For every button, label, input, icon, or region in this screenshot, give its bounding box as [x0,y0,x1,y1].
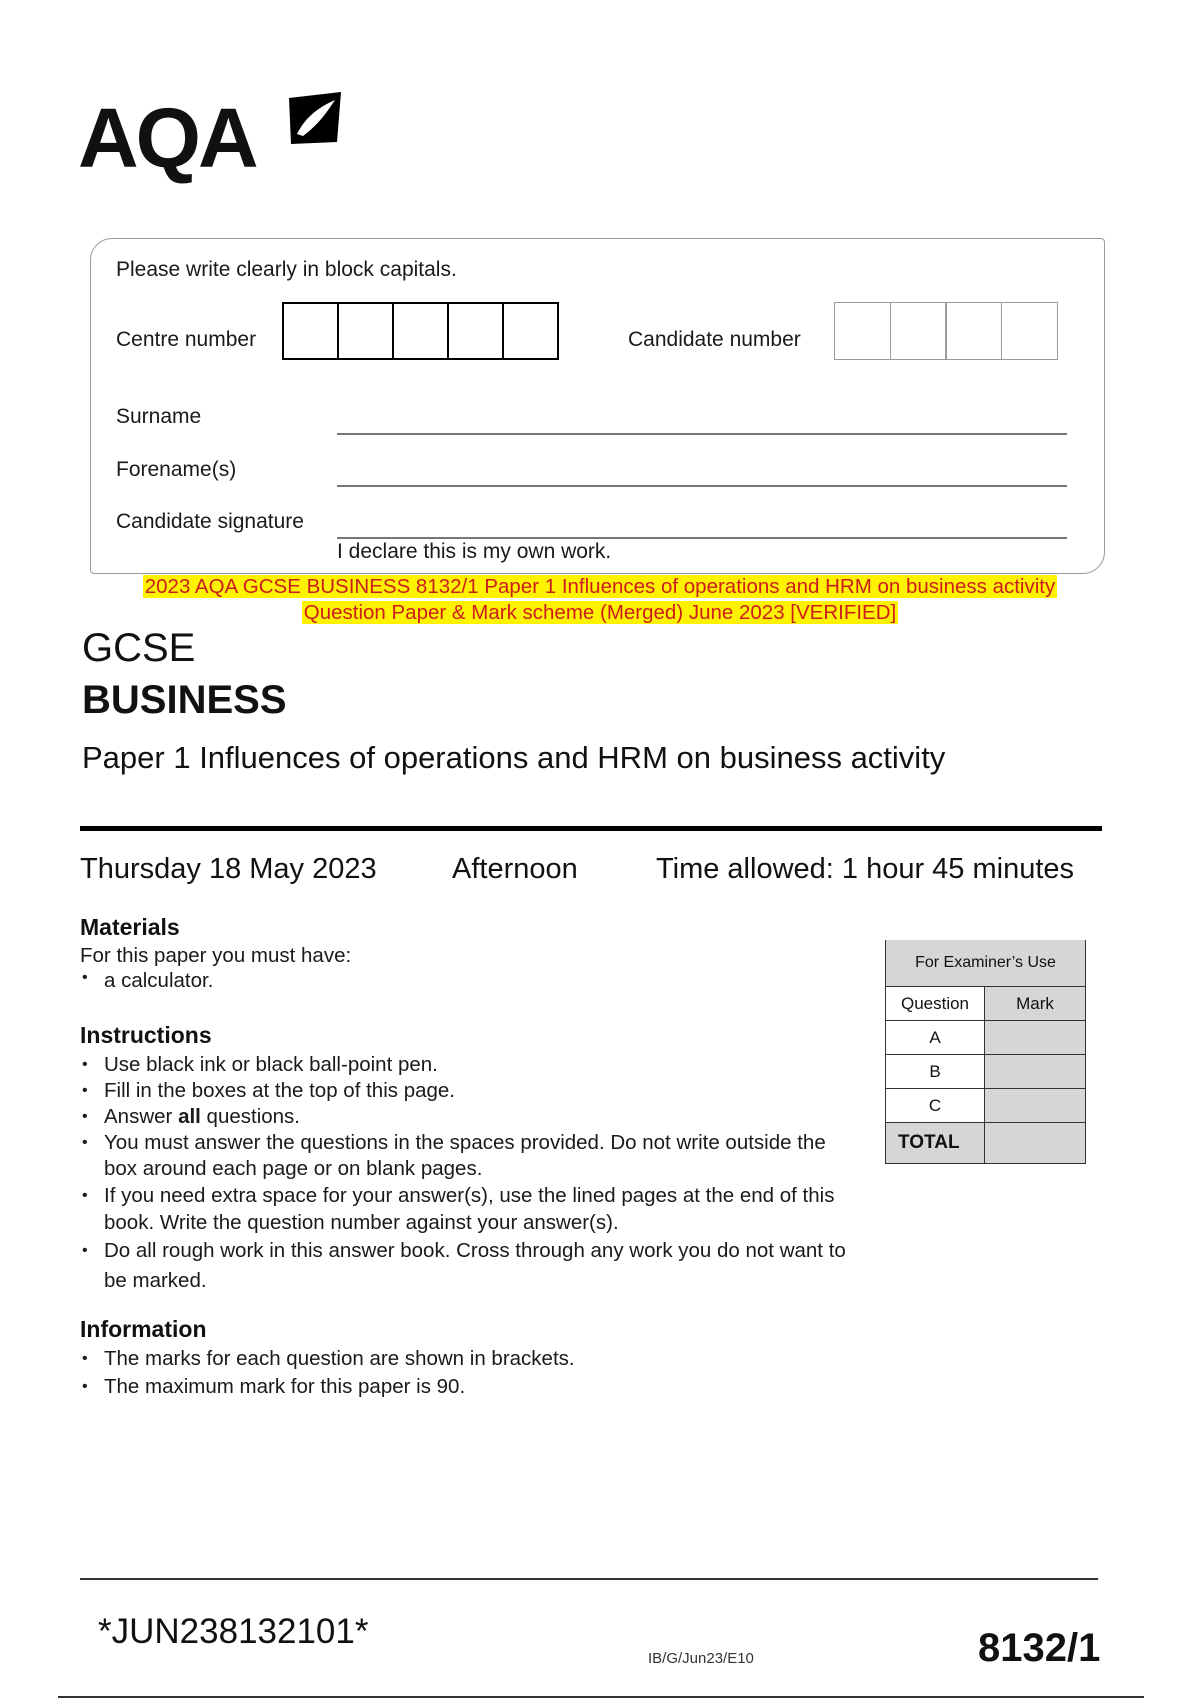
leaf-icon [283,88,345,150]
page-bottom-rule [58,1696,1144,1698]
barcode-text: *JUN238132101* [98,1612,369,1651]
information-list [80,1345,860,1401]
list-item: • The maximum mark for this paper is 90. [80,1373,860,1401]
signature-field[interactable] [337,537,1067,539]
exam-session: Afternoon [452,853,578,885]
candidate-number-box[interactable] [834,302,891,360]
table-row [886,1055,1086,1089]
subject-title: BUSINESS [82,678,287,722]
banner-line-2: Question Paper & Mark scheme (Merged) June 2023 [VERIFIED] [303,601,897,624]
materials-heading: Materials [80,914,180,940]
list-item: • You must answer the questions in the spaces provided. Do not write outside the box around each page or on blank pages. [80,1130,860,1182]
aqa-logo [78,88,348,188]
list-item: • Use black ink or black ball-point pen. [80,1052,860,1078]
banner-line-1: 2023 AQA GCSE BUSINESS 8132/1 Paper 1 Influences of operations and HRM on business activity [144,575,1056,598]
exam-date: Thursday 18 May 2023 [80,853,377,885]
examiner-use-table [885,940,1086,1164]
candidate-number-box[interactable] [890,302,947,360]
list-item: • Do all rough work in this answer book. Cross through any work you do not want to be marked. [80,1236,860,1296]
question-cell: B [886,1055,985,1089]
block-capitals-instruction: Please write clearly in block capitals. [116,258,457,281]
forenames-field[interactable] [337,485,1067,487]
materials-list [80,969,860,993]
centre-number-box[interactable] [502,302,559,360]
mark-cell [985,1089,1086,1123]
reference-code: IB/G/Jun23/E10 [648,1650,754,1667]
time-allowed: Time allowed: 1 hour 45 minutes [656,853,1075,885]
instructions-list [80,1052,860,1296]
footer-divider [80,1578,1098,1580]
title-divider [80,826,1102,831]
list-item: • Answer all questions. [80,1104,860,1130]
centre-number-field[interactable] [282,302,557,360]
qualification-title: GCSE [82,626,196,670]
mark-column-header: Mark [985,987,1086,1021]
candidate-number-label: Candidate number [628,328,801,351]
centre-number-box[interactable] [392,302,449,360]
list-item: • If you need extra space for your answer(s), use the lined pages at the end of this book. Write the question number against your answer(s). [80,1182,860,1236]
candidate-number-box[interactable] [945,302,1002,360]
list-item: • a calculator. [80,969,860,993]
paper-code: 8132/1 [978,1626,1101,1670]
list-item: • Fill in the boxes at the top of this page. [80,1078,860,1104]
surname-label: Surname [116,405,202,428]
candidate-number-field[interactable] [834,302,1056,360]
instructions-heading: Instructions [80,1022,212,1048]
materials-intro: For this paper you must have: [80,944,352,967]
forenames-label: Forename(s) [116,458,237,481]
total-mark-cell [985,1123,1086,1164]
centre-number-box[interactable] [282,302,339,360]
centre-number-label: Centre number [116,328,257,351]
centre-number-box[interactable] [447,302,504,360]
centre-number-box[interactable] [337,302,394,360]
table-row [886,1021,1086,1055]
total-label: TOTAL [886,1123,985,1164]
question-cell: A [886,1021,985,1055]
question-column-header: Question [886,987,985,1021]
table-row [886,1089,1086,1123]
question-cell: C [886,1089,985,1123]
information-heading: Information [80,1316,207,1342]
declaration-text: I declare this is my own work. [337,540,612,563]
table-row [886,1123,1086,1164]
examiner-table-title: For Examiner’s Use [886,940,1086,987]
surname-field[interactable] [337,433,1067,435]
candidate-number-box[interactable] [1001,302,1058,360]
mark-cell [985,1055,1086,1089]
paper-title: Paper 1 Influences of operations and HRM on business activity [82,740,946,775]
mark-cell [985,1021,1086,1055]
signature-label: Candidate signature [116,510,304,533]
logo-text: AQA [78,91,256,185]
list-item: • The marks for each question are shown in brackets. [80,1345,860,1373]
